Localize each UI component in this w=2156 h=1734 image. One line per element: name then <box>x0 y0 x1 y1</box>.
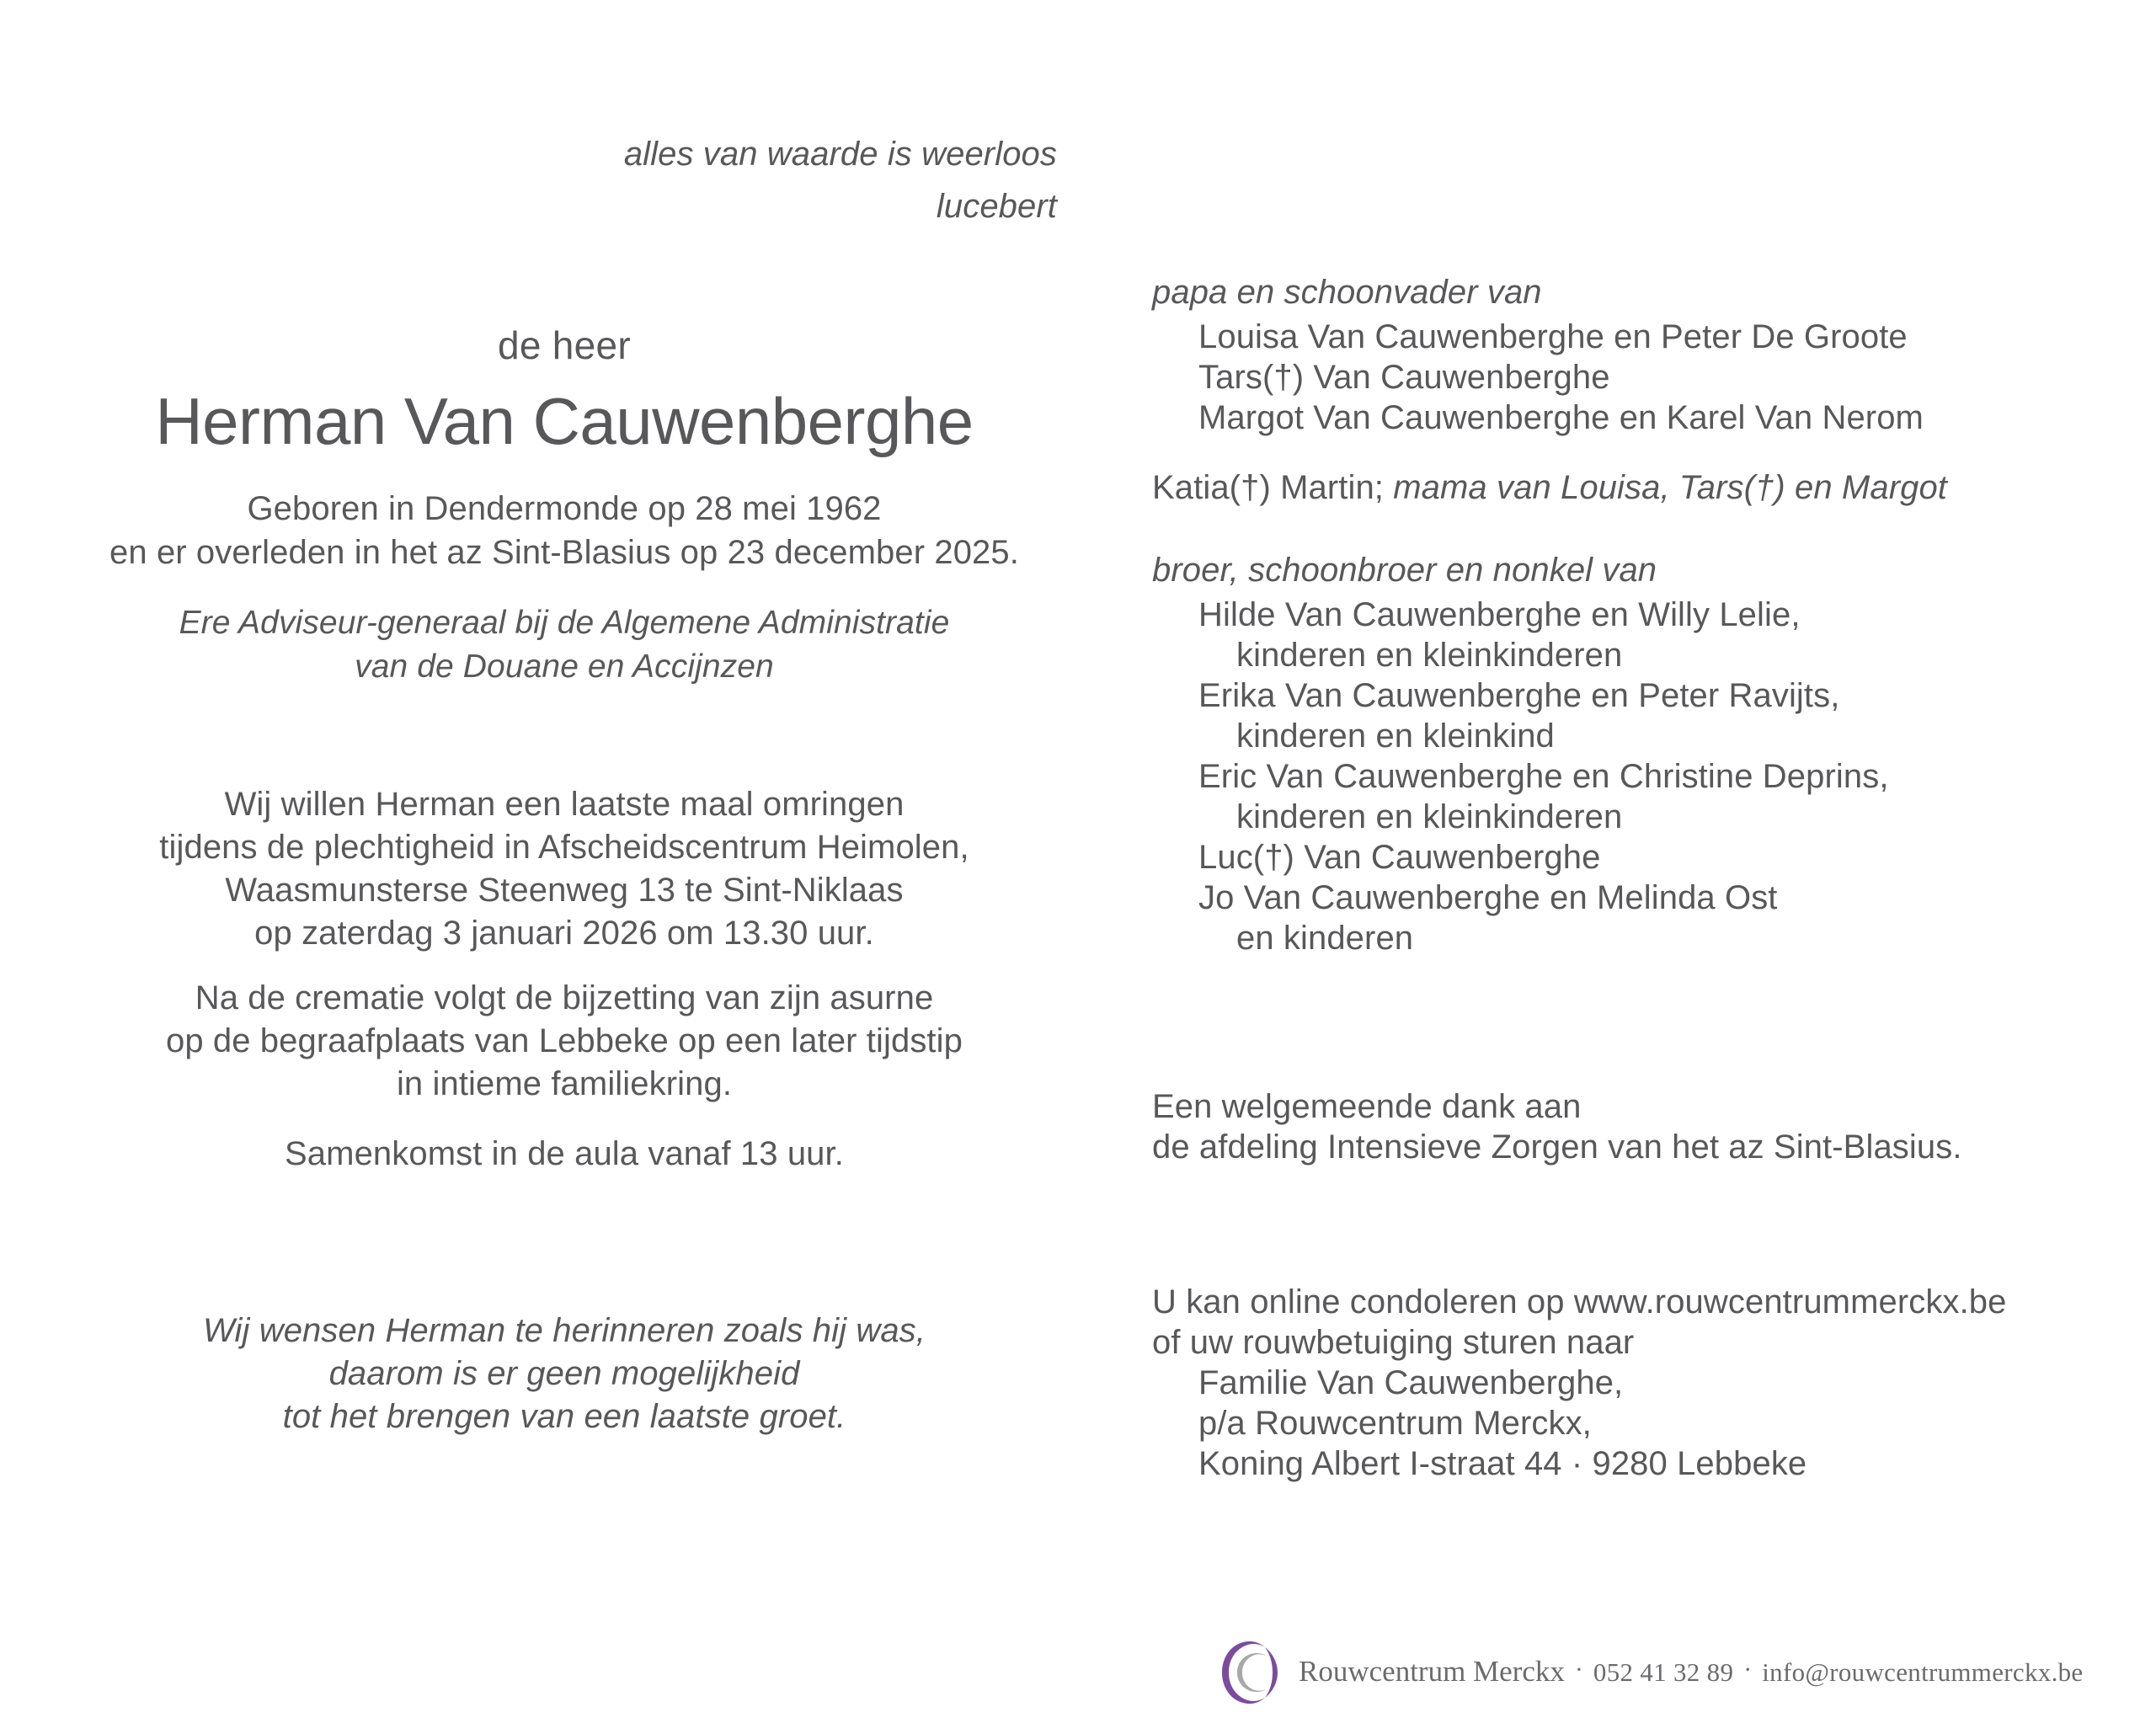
thanks-group <box>1152 1086 2156 1167</box>
burial-line-1: Na de crematie volgt de bijzetting van zijn asurne <box>195 979 934 1016</box>
list-item-sub: kinderen en kleinkind <box>1236 718 1555 755</box>
condolence-line-2: of uw rouwbetuiging sturen naar <box>1152 1324 1635 1361</box>
title-line-2: van de Douane en Accijnzen <box>355 648 774 685</box>
list-item-sub: en kinderen <box>1236 920 1414 957</box>
condolence-line-1[interactable]: U kan online condoleren op www.rouwcentrummerckx.be <box>1152 1283 2007 1321</box>
spouse-group <box>1152 467 2156 508</box>
list-item: Louisa Van Cauwenberghe en Peter De Groote <box>1198 318 1908 355</box>
closing-wish-line-1: Wij wensen Herman te herinneren zoals hij was, <box>203 1312 926 1349</box>
thanks-text <box>1152 1086 2156 1167</box>
list-item: Tars(†) Van Cauwenberghe <box>1198 359 1610 396</box>
siblings-name-list <box>1152 595 2156 958</box>
list-item-sub: kinderen en kleinkinderen <box>1236 637 1623 674</box>
deceased-block <box>0 320 1129 689</box>
birth-line: Geboren in Dendermonde op 28 mei 1962 <box>247 490 882 527</box>
gathering-details <box>0 1133 1129 1176</box>
separator-dot: · <box>1743 1656 1753 1683</box>
title-line-1: Ere Adviseur-generaal bij de Algemene Administratie <box>179 605 950 641</box>
footer <box>1219 1632 2112 1713</box>
honorific: de heer <box>497 323 632 367</box>
list-item: Hilde Van Cauwenberghe en Willy Lelie, <box>1198 596 1801 633</box>
condolence-group <box>1152 1282 2156 1484</box>
spouse-line <box>1152 467 2156 508</box>
epigraph <box>0 128 1057 232</box>
ceremony-line-4: op zaterdag 3 januari 2026 om 13.30 uur. <box>254 915 874 952</box>
address-line: Familie Van Cauwenberghe, <box>1198 1364 1624 1401</box>
email-address[interactable]: info@rouwcentrummerckx.be <box>1762 1657 2084 1687</box>
gathering-line-1: Samenkomst in de aula vanaf 13 uur. <box>285 1135 844 1172</box>
siblings-group <box>1152 549 2156 958</box>
professional-title <box>0 601 1129 689</box>
death-line: en er overleden in het az Sint-Blasius op 23 december 2025. <box>109 534 1019 571</box>
page-title: Herman Van Cauwenberghe <box>155 384 974 458</box>
list-item-sub: kinderen en kleinkinderen <box>1236 798 1623 835</box>
closing-wish-line-2: daarom is er geen mogelijkheid <box>328 1355 800 1392</box>
closing-wish <box>0 1310 1129 1438</box>
separator-dot: · <box>1574 1656 1583 1683</box>
condolence-text <box>1152 1282 2156 1484</box>
children-group <box>1152 271 2156 438</box>
life-dates <box>0 487 1129 574</box>
right-column <box>1152 0 2156 1734</box>
burial-details <box>0 977 1129 1106</box>
epigraph-author: lucebert <box>936 188 1057 225</box>
children-name-list <box>1152 317 2156 438</box>
list-item: Margot Van Cauwenberghe en Karel Van Nerom <box>1198 399 1924 436</box>
ceremony-line-3: Waasmunsterse Steenweg 13 te Sint-Niklaas <box>225 872 904 909</box>
phone-number: 052 41 32 89 <box>1593 1657 1734 1687</box>
list-item: Erika Van Cauwenberghe en Peter Ravijts, <box>1198 677 1840 714</box>
address-line: p/a Rouwcentrum Merckx, <box>1198 1405 1592 1442</box>
list-item: Eric Van Cauwenberghe en Christine Deprins, <box>1198 758 1889 795</box>
spouse-relation: mama van Louisa, Tars(†) en Margot <box>1393 469 1948 506</box>
epigraph-quote: alles van waarde is weerloos <box>623 136 1057 173</box>
crescent-logo-icon <box>1219 1639 1280 1706</box>
address-line: Koning Albert I-straat 44 · 9280 Lebbeke <box>1198 1445 1807 1482</box>
children-group-heading: papa en schoonvader van <box>1152 274 1542 311</box>
company-name: Rouwcentrum Merckx <box>1299 1655 1565 1688</box>
burial-line-3: in intieme familiekring. <box>396 1065 733 1102</box>
thanks-line-1: Een welgemeende dank aan <box>1152 1088 1582 1125</box>
ceremony-line-1: Wij willen Herman een laatste maal omringen <box>224 786 905 823</box>
siblings-group-heading: broer, schoonbroer en nonkel van <box>1152 552 1657 589</box>
footer-contact <box>1299 1654 2083 1691</box>
ceremony-line-2: tijdens de plechtigheid in Afscheidscentrum Heimolen, <box>159 829 969 866</box>
spouse-name: Katia(†) Martin; <box>1152 469 1385 506</box>
closing-wish-line-3: tot het brengen van een laatste groet. <box>282 1398 846 1435</box>
burial-line-2: op de begraafplaats van Lebbeke op een later tijdstip <box>166 1022 963 1059</box>
list-item: Luc(†) Van Cauwenberghe <box>1198 839 1601 876</box>
ceremony-details <box>0 783 1129 955</box>
thanks-line-2: de afdeling Intensieve Zorgen van het az Sint-Blasius. <box>1152 1128 1962 1166</box>
list-item: Jo Van Cauwenberghe en Melinda Ost <box>1198 879 1778 916</box>
